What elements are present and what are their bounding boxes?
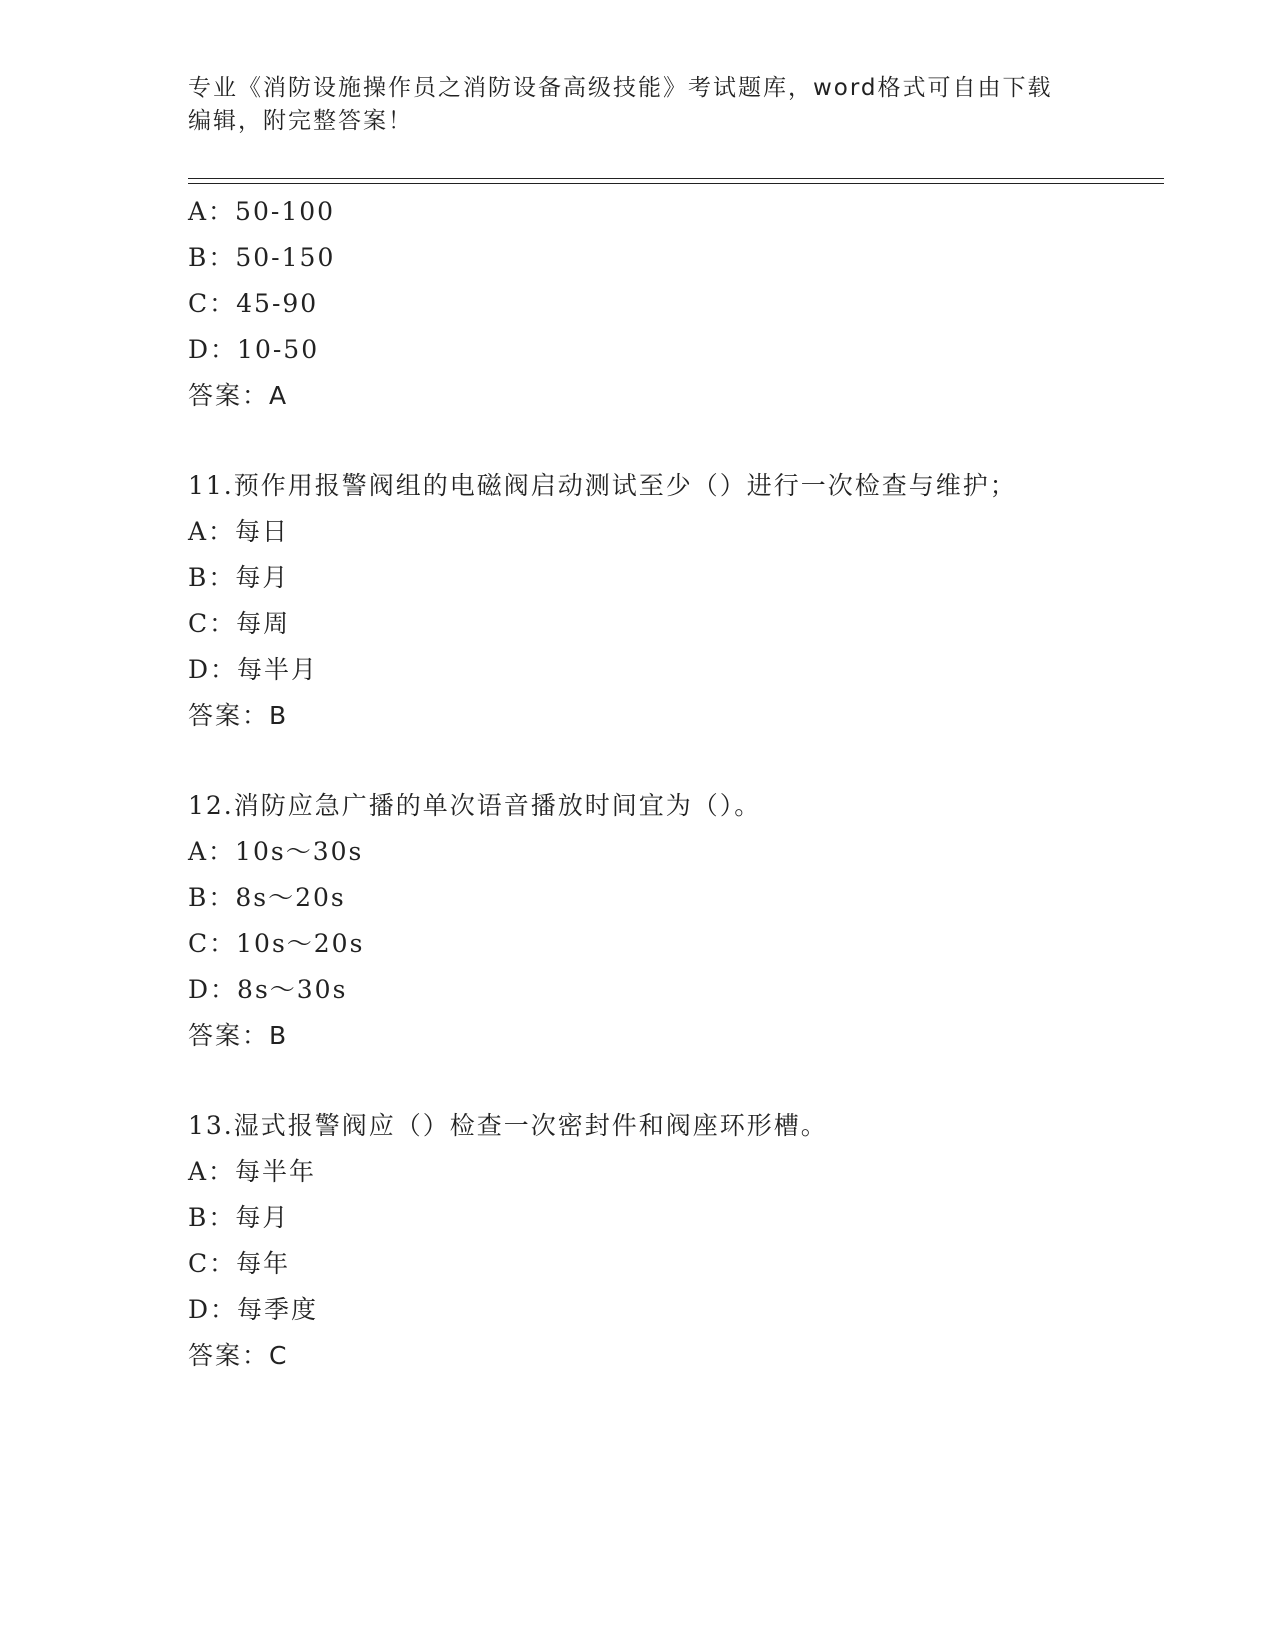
- option-b: B：每月: [188, 563, 290, 592]
- option-a: A：每日: [188, 517, 290, 546]
- option-a: A：10s～30s: [188, 837, 364, 866]
- document-header: 专业《消防设施操作员之消防设备高级技能》考试题库，word格式可自由下载编辑，附完整答案！: [188, 75, 1053, 134]
- option-c: C：45-90: [188, 289, 319, 318]
- question-block-11: [188, 463, 1164, 739]
- answer-line: 答案：C: [188, 1341, 289, 1370]
- option-a: A：50-100: [188, 197, 336, 226]
- option-d: D：10-50: [188, 335, 320, 364]
- header-rule-bottom: [188, 183, 1164, 184]
- question-list: [188, 189, 1164, 1379]
- option-d: D：8s～30s: [188, 975, 348, 1004]
- option-b: B：每月: [188, 1203, 290, 1232]
- question-block-12: [188, 783, 1164, 1059]
- answer-line: 答案：B: [188, 1021, 289, 1050]
- option-c: C：每周: [188, 609, 291, 638]
- option-c: C：10s～20s: [188, 929, 365, 958]
- option-c: C：每年: [188, 1249, 291, 1278]
- option-d: D：每季度: [188, 1295, 319, 1324]
- answer-line: 答案：B: [188, 701, 289, 730]
- option-b: B：8s～20s: [188, 883, 346, 912]
- option-b: B：50-150: [188, 243, 336, 272]
- question-block-10: [188, 189, 1164, 419]
- header-rule-top: [188, 178, 1164, 179]
- question-block-13: [188, 1103, 1164, 1379]
- answer-line: 答案：A: [188, 381, 289, 410]
- question-text: 12.消防应急广播的单次语音播放时间宜为（）。: [188, 791, 762, 820]
- question-text: 11.预作用报警阀组的电磁阀启动测试至少（）进行一次检查与维护；: [188, 471, 1017, 500]
- option-a: A：每半年: [188, 1157, 317, 1186]
- option-d: D：每半月: [188, 655, 319, 684]
- question-text: 13.湿式报警阀应（）检查一次密封件和阀座环形槽。: [188, 1111, 828, 1140]
